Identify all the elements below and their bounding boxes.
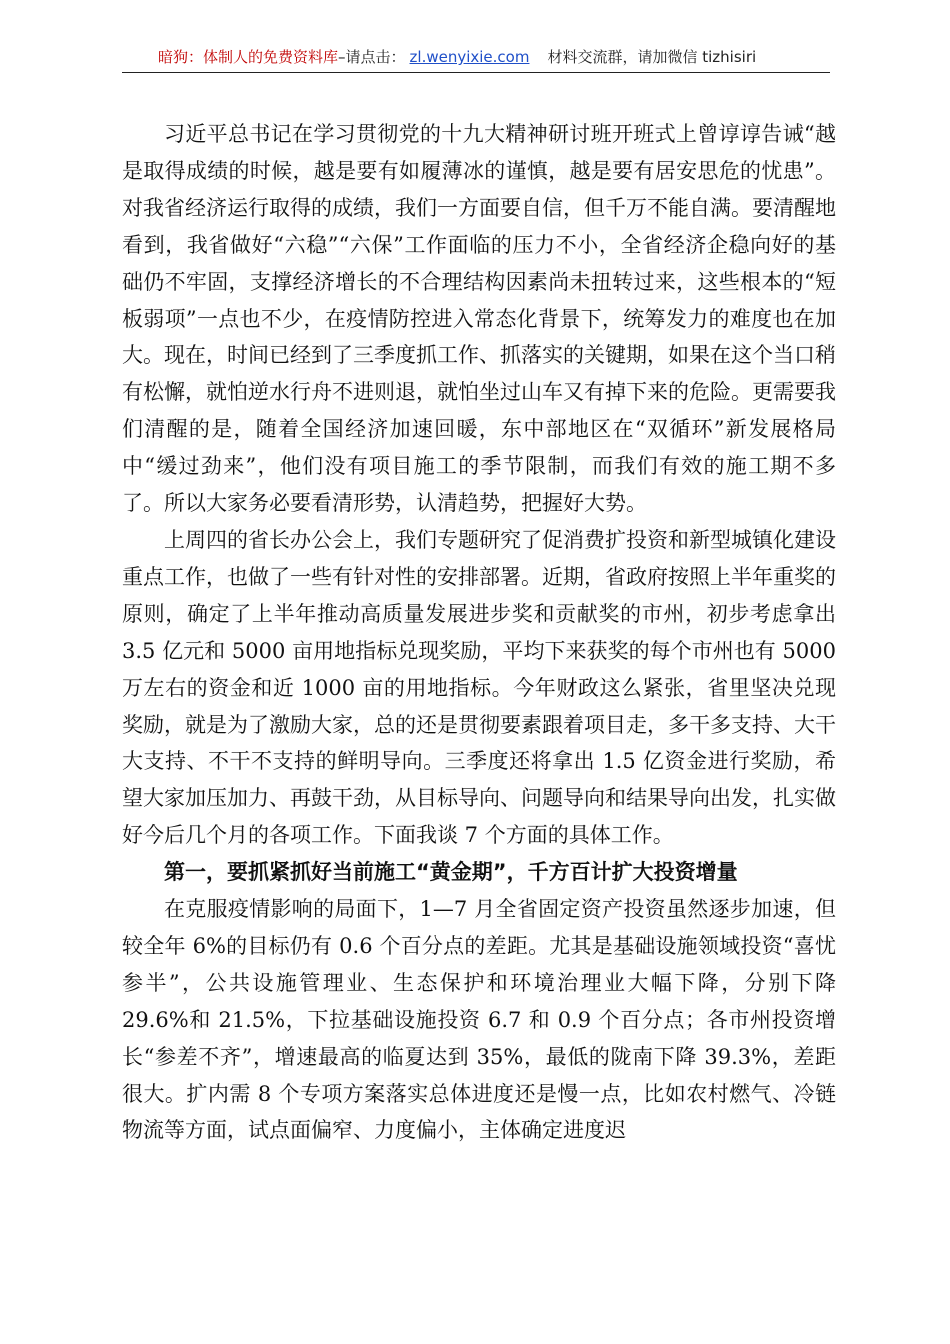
header-link[interactable]: zl.wenyixie.com bbox=[409, 48, 530, 66]
paragraph: 上周四的省长办公会上，我们专题研究了促消费扩投资和新型城镇化建设重点工作，也做了一些有针对性的安排部署。近期，省政府按照上半年重奖的原则，确定了上半年推动高质量发展进步奖和贡献奖的市州，初步考虑拿出 3.5 亿元和 5000 亩用地指标兑现奖励，平均下来获奖的每个市州也有 5000 万左右的资金和近 1000 亩的用地指标。今年财政这么紧张，省里坚决兑现奖励，就是为了激励大家，总的还是贯彻要素跟着项目走，多干多支持、大干大支持、不干不支持的鲜明导向。三季度还将拿出 1.5 亿资金进行奖励，希望大家加压加力、再鼓干劲，从目标导向、问题导向和结果导向出发，扎实做好今后几个月的各项工作。下面我谈 7 个方面的具体工作。 bbox=[122, 527, 836, 848]
paragraph: 习近平总书记在学习贯彻党的十九大精神研讨班开班式上曾谆谆告诫“越是取得成绩的时候，越是要有如履薄冰的谨慎，越是要有居安思危的忧患”。对我省经济运行取得的成绩，我们一方面要自信，但千万不能自满。要清醒地看到，我省做好“六稳”“六保”工作面临的压力不小，全省经济企稳向好的基础仍不牢固，支撑经济增长的不合理结构因素尚未扭转过来，这些根本的“短板弱项”一点也不少，在疫情防控进入常态化背景下，统筹发力的难度也在加大。现在，时间已经到了三季度抓工作、抓落实的关键期，如果在这个当口稍有松懈，就怕逆水行舟不进则退，就怕坐过山车又有掉下来的危险。更需要我们清醒的是，随着全国经济加速回暖，东中部地区在“双循环”新发展格局中“缓过劲来”，他们没有项目施工的季节限制，而我们有效的施工期不多了。所以大家务必要看清形势，认清趋势，把握好大势。 bbox=[122, 122, 836, 516]
document-body bbox=[122, 116, 836, 1149]
page-header bbox=[122, 42, 830, 73]
section-heading: 第一，要抓紧抓好当前施工“黄金期”，千方百计扩大投资增量 bbox=[164, 860, 738, 885]
header-click-prefix: –请点击： bbox=[338, 48, 406, 66]
header-brand: 暗狗：体制人的免费资料库 bbox=[158, 48, 339, 66]
header-group-note: 材料交流群，请加微信 tizhisiri bbox=[547, 48, 757, 66]
paragraph: 在克服疫情影响的局面下，1—7 月全省固定资产投资虽然逐步加速，但较全年 6%的目标仍有 0.6 个百分点的差距。尤其是基础设施领域投资“喜忧参半”，公共设施管理业、生态保护和环境治理业大幅下降，分别下降 29.6%和 21.5%，下拉基础设施投资 6.7 和 0.9 个百分点；各市州投资增长“参差不齐”，增速最高的临夏达到 35%，最低的陇南下降 39.3%，差距很大。扩内需 8 个专项方案落实总体进度还是慢一点，比如农村燃气、冷链物流等方面，试点面偏窄、力度偏小，主体确定进度迟 bbox=[122, 897, 836, 1143]
